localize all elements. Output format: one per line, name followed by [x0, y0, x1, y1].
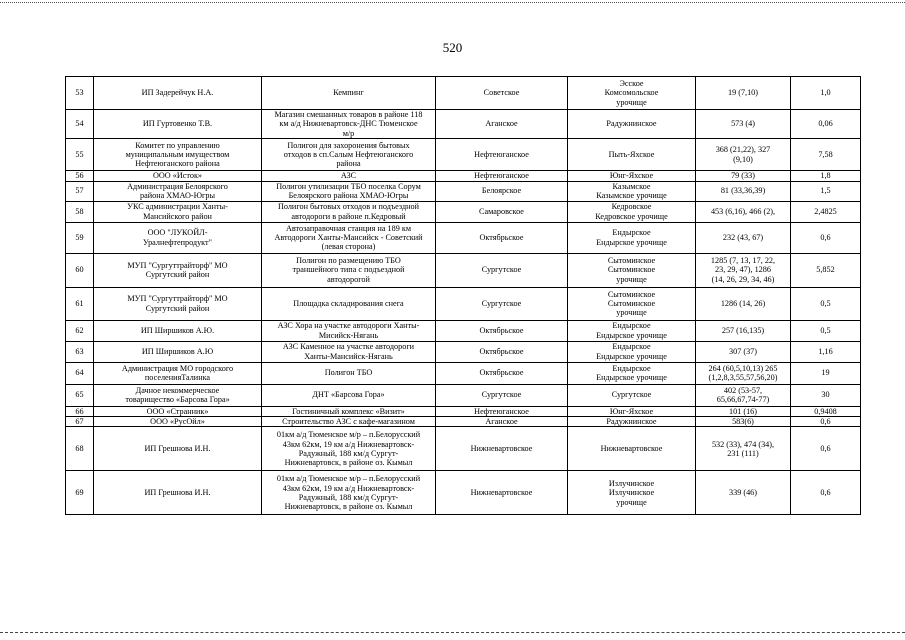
- parcel-cell: 402 (53-57, 65,66,67,74-77): [696, 384, 791, 406]
- object-cell: Полигон бытовых отходов и подъездной автодороги в районе п.Кедровый: [262, 201, 436, 222]
- field-cell: Пыть-Яхское: [568, 139, 696, 171]
- registry-rows: [66, 77, 861, 515]
- area-cell: 0,9408: [791, 406, 861, 416]
- field-cell: Казымское Казымское урочище: [568, 181, 696, 201]
- row-number-cell: 66: [66, 406, 94, 416]
- parcel-cell: 79 (33): [696, 171, 791, 181]
- table-row: [66, 253, 861, 287]
- organization-cell: ООО "ЛУКОЙЛ- Уралнефтепродукт": [94, 222, 262, 253]
- object-cell: Полигон по размещению ТБО траншейного типа с подъездной автодорогой: [262, 253, 436, 287]
- row-number-cell: 67: [66, 417, 94, 427]
- area-cell: 30: [791, 384, 861, 406]
- area-cell: 0,6: [791, 471, 861, 515]
- field-cell: Юнг-Яхское: [568, 406, 696, 416]
- field-cell: Ендырское Ендырское урочище: [568, 222, 696, 253]
- field-cell: Эсское Комсомольское урочище: [568, 77, 696, 110]
- field-cell: Радужнинское: [568, 417, 696, 427]
- table-row: [66, 181, 861, 201]
- field-cell: Сургутское: [568, 384, 696, 406]
- object-cell: Автозаправочная станция на 189 км Автодороги Ханты-Мансийск - Советский (левая сторона): [262, 222, 436, 253]
- field-cell: Кедровское Кедровское урочище: [568, 201, 696, 222]
- area-cell: 7,58: [791, 139, 861, 171]
- organization-cell: МУП "Сургуттрайторф" МО Сургутский район: [94, 287, 262, 320]
- row-number-cell: 63: [66, 341, 94, 362]
- district-cell: Аганское: [436, 417, 568, 427]
- object-cell: Полигон ТБО: [262, 362, 436, 384]
- object-cell: Магазин смешанных товаров в районе 118 км а/д Нижневартовск-ДНС Тюменское м/р: [262, 110, 436, 139]
- area-cell: 0,6: [791, 417, 861, 427]
- row-number-cell: 54: [66, 110, 94, 139]
- area-cell: 1,8: [791, 171, 861, 181]
- table-row: [66, 384, 861, 406]
- organization-cell: Администрация Белоярского района ХМАО-Югры: [94, 181, 262, 201]
- area-cell: 0,5: [791, 287, 861, 320]
- area-cell: 2,4825: [791, 201, 861, 222]
- organization-cell: ИП Ширшиков А.Ю.: [94, 320, 262, 341]
- table-row: [66, 222, 861, 253]
- district-cell: Сургутское: [436, 384, 568, 406]
- scan-edge-top: [0, 2, 905, 3]
- field-cell: Радужнинское: [568, 110, 696, 139]
- table-row: [66, 417, 861, 427]
- area-cell: 19: [791, 362, 861, 384]
- field-cell: Нижневартовское: [568, 427, 696, 471]
- table-row: [66, 341, 861, 362]
- table-row: [66, 110, 861, 139]
- object-cell: Строительство АЗС с кафе-магазином: [262, 417, 436, 427]
- parcel-cell: 573 (4): [696, 110, 791, 139]
- row-number-cell: 60: [66, 253, 94, 287]
- field-cell: Ендырское Ендырское урочище: [568, 341, 696, 362]
- organization-cell: ООО «РусОйл»: [94, 417, 262, 427]
- organization-cell: ИП Задерейчук Н.А.: [94, 77, 262, 110]
- row-number-cell: 68: [66, 427, 94, 471]
- organization-cell: ООО «Странник»: [94, 406, 262, 416]
- row-number-cell: 59: [66, 222, 94, 253]
- object-cell: Полигон утилизации ТБО поселка Сорум Белоярского района ХМАО-Югры: [262, 181, 436, 201]
- district-cell: Нефтеюганское: [436, 139, 568, 171]
- object-cell: Гостиничный комплекс «Визит»: [262, 406, 436, 416]
- district-cell: Октябрьское: [436, 362, 568, 384]
- organization-cell: ООО «Исток»: [94, 171, 262, 181]
- area-cell: 1,16: [791, 341, 861, 362]
- district-cell: Советское: [436, 77, 568, 110]
- field-cell: Ендырское Ендырское урочище: [568, 320, 696, 341]
- object-cell: Полигон для захоронения бытовых отходов в сп.Салым Нефтеюганского района: [262, 139, 436, 171]
- parcel-cell: 81 (33,36,39): [696, 181, 791, 201]
- object-cell: Площадка складирования снега: [262, 287, 436, 320]
- area-cell: 1,5: [791, 181, 861, 201]
- row-number-cell: 53: [66, 77, 94, 110]
- parcel-cell: 339 (46): [696, 471, 791, 515]
- area-cell: 0,5: [791, 320, 861, 341]
- district-cell: Аганское: [436, 110, 568, 139]
- organization-cell: ИП Грешнова И.Н.: [94, 471, 262, 515]
- field-cell: Сытоминское Сытоминское урочище: [568, 253, 696, 287]
- table-row: [66, 287, 861, 320]
- row-number-cell: 62: [66, 320, 94, 341]
- row-number-cell: 58: [66, 201, 94, 222]
- area-cell: 0,6: [791, 222, 861, 253]
- table-row: [66, 77, 861, 110]
- district-cell: Октябрьское: [436, 320, 568, 341]
- table-row: [66, 362, 861, 384]
- row-number-cell: 55: [66, 139, 94, 171]
- district-cell: Сургутское: [436, 253, 568, 287]
- field-cell: Ендырское Ендырское урочище: [568, 362, 696, 384]
- row-number-cell: 64: [66, 362, 94, 384]
- parcel-cell: 101 (16): [696, 406, 791, 416]
- district-cell: Нижневартовское: [436, 471, 568, 515]
- parcel-cell: 453 (6,16), 466 (2),: [696, 201, 791, 222]
- parcel-cell: 368 (21,22), 327 (9,10): [696, 139, 791, 171]
- district-cell: Нижневартовское: [436, 427, 568, 471]
- object-cell: АЗС Каменное на участке автодороги Ханты-Мансийск-Нягань: [262, 341, 436, 362]
- table-row: [66, 406, 861, 416]
- object-cell: АЗС: [262, 171, 436, 181]
- table-row: [66, 471, 861, 515]
- parcel-cell: 532 (33), 474 (34), 231 (111): [696, 427, 791, 471]
- parcel-cell: 1285 (7, 13, 17, 22, 23, 29, 47), 1286 (14, 26, 29, 34, 46): [696, 253, 791, 287]
- registry-table: [65, 76, 861, 515]
- parcel-cell: 307 (37): [696, 341, 791, 362]
- table-row: [66, 320, 861, 341]
- organization-cell: ИП Гуртовенко Т.В.: [94, 110, 262, 139]
- field-cell: Юнг-Яхское: [568, 171, 696, 181]
- district-cell: Нефтеюганское: [436, 171, 568, 181]
- table-row: [66, 201, 861, 222]
- parcel-cell: 232 (43, 67): [696, 222, 791, 253]
- organization-cell: Комитет по управлению муниципальным имуществом Нефтеюганского района: [94, 139, 262, 171]
- row-number-cell: 56: [66, 171, 94, 181]
- district-cell: Сургутское: [436, 287, 568, 320]
- row-number-cell: 69: [66, 471, 94, 515]
- parcel-cell: 583(6): [696, 417, 791, 427]
- organization-cell: Дачное некоммерческое товарищество «Барсова Гора»: [94, 384, 262, 406]
- table-row: [66, 171, 861, 181]
- page-number: 520: [442, 40, 463, 55]
- object-cell: АЗС Хора на участке автодороги Ханты- Мисийск-Нягань: [262, 320, 436, 341]
- organization-cell: ИП Ширшиков А.Ю: [94, 341, 262, 362]
- parcel-cell: 19 (7,10): [696, 77, 791, 110]
- parcel-cell: 264 (60,5,10,13) 265 (1,2,8,3,55,57,56,20): [696, 362, 791, 384]
- table-row: [66, 427, 861, 471]
- row-number-cell: 65: [66, 384, 94, 406]
- area-cell: 0,6: [791, 427, 861, 471]
- scan-edge-bottom: [0, 632, 905, 633]
- object-cell: 01км а/д Тюменское м/р – п.Белорусский 43км 62км, 19 км а/д Нижневартовск- Радужный, 188 км/д Сургут- Нижневартовск, в районе оз. Кымыл: [262, 427, 436, 471]
- district-cell: Октябрьское: [436, 341, 568, 362]
- organization-cell: Администрация МО городского поселенияТалинка: [94, 362, 262, 384]
- district-cell: Октябрьское: [436, 222, 568, 253]
- object-cell: ДНТ «Барсова Гора»: [262, 384, 436, 406]
- organization-cell: УКС администрации Ханты- Мансийского район: [94, 201, 262, 222]
- district-cell: Белоярское: [436, 181, 568, 201]
- object-cell: 01км а/д Тюменское м/р – п.Белорусский 43км 62км, 19 км а/д Нижневартовск- Радужный, 188 км/д Сургут- Нижневартовск, в районе оз. Кымыл: [262, 471, 436, 515]
- row-number-cell: 61: [66, 287, 94, 320]
- organization-cell: МУП "Сургуттрайторф" МО Сургутский район: [94, 253, 262, 287]
- organization-cell: ИП Грешнова И.Н.: [94, 427, 262, 471]
- parcel-cell: 257 (16,135): [696, 320, 791, 341]
- field-cell: Излучинское Излучинское урочище: [568, 471, 696, 515]
- parcel-cell: 1286 (14, 26): [696, 287, 791, 320]
- row-number-cell: 57: [66, 181, 94, 201]
- table-row: [66, 139, 861, 171]
- district-cell: Нефтеюганское: [436, 406, 568, 416]
- object-cell: Кемпинг: [262, 77, 436, 110]
- district-cell: Самаровское: [436, 201, 568, 222]
- area-cell: 5,852: [791, 253, 861, 287]
- area-cell: 0,06: [791, 110, 861, 139]
- area-cell: 1,0: [791, 77, 861, 110]
- field-cell: Сытоминское Сытоминское урочище: [568, 287, 696, 320]
